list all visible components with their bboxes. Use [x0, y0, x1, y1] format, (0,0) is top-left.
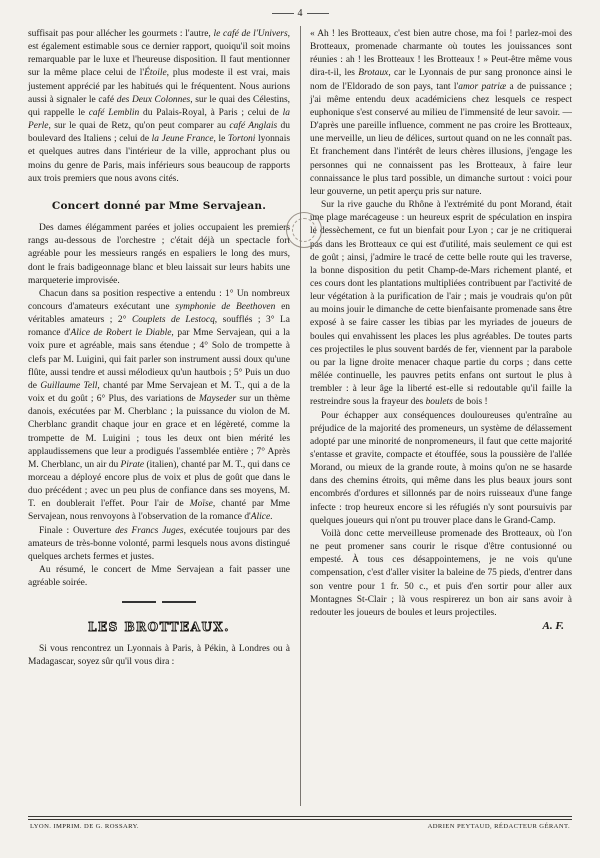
- author-signature: A. F.: [542, 620, 564, 633]
- italic-text: Mayseder: [198, 394, 237, 405]
- footer-rule: [28, 816, 572, 817]
- italic-text: des Deux Colonnes: [116, 94, 191, 105]
- italic-text: Étoile: [144, 68, 167, 79]
- italic-text: Guillaume Tell: [40, 380, 98, 391]
- brotteaux-paragraph-1: Si vous rencontrez un Lyonnais à Paris, à Pékin, à Londres ou à Madagascar, soyez sûr qu'il vous dira :: [28, 643, 290, 667]
- brotteaux-heading: LES BROTTEAUX.: [88, 619, 230, 634]
- brotteaux-paragraph-5: Voilà donc cette merveilleuse promenade des Brotteaux, où l'on ne peut promener sans courir le risque d'être contusionné ou empesté. À tous ces désappointemens, je ne vois qu'une compensation, c'est d'aller visiter la baleine de 75 pieds, d'entrer dans son ventre pour 1 fr. 50 c., et puis d'en sortir pour aller aux Montagnes St-Clair ; là vous respirerez un bon air sans avoir à redouter les joueurs de boules et leurs projectiles.: [310, 528, 572, 618]
- italic-text: symphonie de Beethoven: [175, 301, 276, 312]
- italic-text: Brotaux: [358, 68, 389, 79]
- italic-text: café Anglais: [229, 121, 278, 132]
- concert-paragraph-4: Au résumé, le concert de Mme Servajean a fait passer une agréable soirée.: [28, 565, 290, 589]
- italic-text: amor patriæ: [458, 81, 507, 92]
- footer-rule-thin: [28, 819, 572, 820]
- concert-heading: Concert donné par Mme Servajean.: [51, 199, 267, 212]
- concert-paragraph-1: Des dames élégamment parées et jolies occupaient les premiers rangs au-dessous de l'orchestre ; c'était déjà un spectacle fort agréable pour les messieurs rangés en espaliers le long des murs, dont le frais badigeonnage blanc et bleu laissait sur leurs habits une marqueterie improvisée.: [28, 223, 290, 286]
- italic-text: Alice: [250, 512, 271, 523]
- printer-imprint: LYON. IMPRIM. DE G. ROSSARY.: [30, 823, 139, 830]
- italic-text: Moïse: [189, 499, 213, 510]
- page-number-rule-left: [272, 13, 294, 14]
- right-column: [310, 28, 572, 633]
- concert-paragraph-2: Chacun dans sa position respective a entendu : 1° Un nombreux concours d'amateurs exécutant une symphonie de Beethoven en véritables amateurs ; 2° Couplets de Lestocq, soufflés ; 3° La romance d'Alice de Robert le Diable, par Mme Servajean, qui a la voix pure et agréable, mais sans étendue ; 4° Solo de trompette à clefs par M. Luigini, qui fait parler son instrument aussi doux qu'une flûte, aussi tendre et aussi mélodieux qu'un hautbois ; 5° Puis un duo de Guillaume Tell, chanté par Mme Servajean et M. T., qui a de la voix et du goût ; 6° Plus, des variations de Mayseder sur un thème danois, exécutées par M. Cherblanc ; la puissance du violon de M. Cherblanc grandit chaque jour en grace et en légèreté, comme la trompette de M. Luigini ; tous les deux ont bien mérité les applaudissemens que leur a prodigués l'assemblée entière ; 7° Après M. Cherblanc, un air du Pirate (italien), chanté par M. T., qui dans ce morceau a déployé encore plus de voix et plus de goût que dans le duo précédent ; avec un peu plus de confiance dans ses moyens, M. T. en doublerait l'effet. Pour l'air de Moïse, chanté par Mme Servajean, nous renvoyons à l'observation de la romance d'Alice.: [28, 288, 291, 523]
- italic-text: la Perle: [28, 107, 290, 132]
- left-column: [28, 28, 290, 669]
- italic-text: des Francs Juges: [115, 525, 184, 536]
- page-number-rule-right: [307, 13, 329, 14]
- italic-text: Couplets de Lestocq: [131, 315, 215, 326]
- italic-text: la Jeune France: [151, 134, 214, 145]
- page-number: [28, 8, 572, 19]
- brotteaux-paragraph-2: « Ah ! les Brotteaux, c'est bien autre chose, ma foi ! parlez-moi des Brotteaux, promenade charmante où toutes les jouissances sont réunies : ah ! les Brotteaux ! les Brotteaux ! » Peut-être même vous dira-t-il, les Brotaux, car le Lyonnais de pur sang prononce ainsi le nom de l'Eldorado de son pays, tant l'amor patriæ a de puissance ; j'ai même entendu deux académiciens chez lesquels ce respect euphonique s'est conservé au milieu de l'immensité de leur savoir. — D'après une pareille influence, comment ne pas croire les Brotteaux, une merveille, un lieu de délices, surtout quand on ne les connaît pas. Et franchement dans l'intérêt de leurs chères illusions, j'engage les personnes qui ne connaissent pas les Brotteaux, à faire leur connaissance le plus tard possible, un dimanche surtout : voici pour leur gouverne, un petit aperçu pris sur nature.: [310, 29, 572, 197]
- italic-text: boulets: [425, 397, 453, 408]
- column-divider: [300, 26, 301, 806]
- cafes-paragraph: suffisait pas pour allécher les gourmets : l'autre, le café de l'Univers, est également estimable sous ce dernier rapport, quoiqu'il soit moins remarquable par le luxe et l'heureuse disposition. Il faut mentionner sur la même place celui de l'Étoile, plus modeste il est vrai, mais justement apprécié par les habitués qui le fréquentent. Nous aurions aussi à signaler le café des Deux Colonnes, sur le quai des Célestins, qui rappelle le café Lemblin du Palais-Royal, à Paris ; celui de la Perle, sur le quai de Retz, qu'on peut comparer au café Anglais du boulevard des Italiens ; celui de la Jeune France, le Tortoni lyonnais et quelques autres dans l'intérieur de la ville, approchant plus ou moins du genre de Paris, mais inférieurs sous beaucoup de rapports aux trois premiers que nous avons cités.: [28, 29, 290, 184]
- italic-text: le café de l'Univers: [213, 29, 288, 39]
- italic-text: café Lemblin: [88, 107, 140, 118]
- library-stamp-icon: [286, 212, 322, 248]
- newspaper-page: [28, 8, 572, 820]
- italic-text: Alice de Robert le Diable: [70, 328, 172, 339]
- editor-imprint: ADRIEN PEYTAUD, RÉDACTEUR GÉRANT.: [427, 823, 570, 830]
- concert-paragraph-3: Finale : Ouverture des Francs Juges, exécutée toujours par des amateurs de très-bonne volonté, parmi lesquels nous avons distingué quelques archets fermes et justes.: [28, 525, 290, 562]
- brotteaux-paragraph-3: Sur la rive gauche du Rhône à l'extrémité du pont Morand, était une plage marécageuse : un heureux esprit de spéculation en inspira le dessèchement, ce fut un bienfait pour Lyon ; car je ne critiquerai pas dans les Brotteaux ce qui est d'utilité, mais seulement ce qui est de goût ; ainsi, j'admire le tracé de cette belle route qui les traverse, la bonne disposition du petit Champ-de-Mars richement planté, et ces cours dont les plantations multipliées contribuent par l'activité de leur végétation à la purification de l'air ; mais je voudrais qu'on pût au moins jouir le dimanche de cette bienfaisante promenade sans être exposé à se faire casser les tibias par les myriades de joueurs de boules qui envahissent les places les plus agréables. De toutes parts ces projectiles le plus souvent bardés de fer, viennent par la parabole ou par la ligne droite menacer chaque partie du corps ; dans cette mêlée continuelle, les pauvres petits enfans ont surtout le plus à trembler : à leur âge la liberté est-elle si redoutable qu'il faille la restreindre sous la frayeur des boulets de bois !: [310, 200, 572, 408]
- italic-text: Tortoni: [227, 134, 256, 145]
- brotteaux-paragraph-4: Pour échapper aux conséquences douloureuses qu'entraîne au préjudice de la majorité des promeneurs, un système de délassement adopté par une minorité de nonpromeneurs, il faut que cette majorité s'entasse et gravite, compacte et étouffée, sous la poussière de l'allée Morand, ou mieux de la grande route, à moins qu'on ne se hasarde dans des chemins étroits, qui même dans les plus beaux jours sont encombrés d'ordures et sillonnés par de noirs ruisseaux d'une fange infecte : trop heureux encore si les réfugiés n'y sont poursuivis par quelques joueurs qui n'ont pu trouver place dans le Grand-Camp.: [310, 410, 572, 526]
- page-number-text: 4: [297, 8, 303, 19]
- ornamental-separator: [28, 595, 290, 608]
- italic-text: Pirate: [120, 459, 145, 470]
